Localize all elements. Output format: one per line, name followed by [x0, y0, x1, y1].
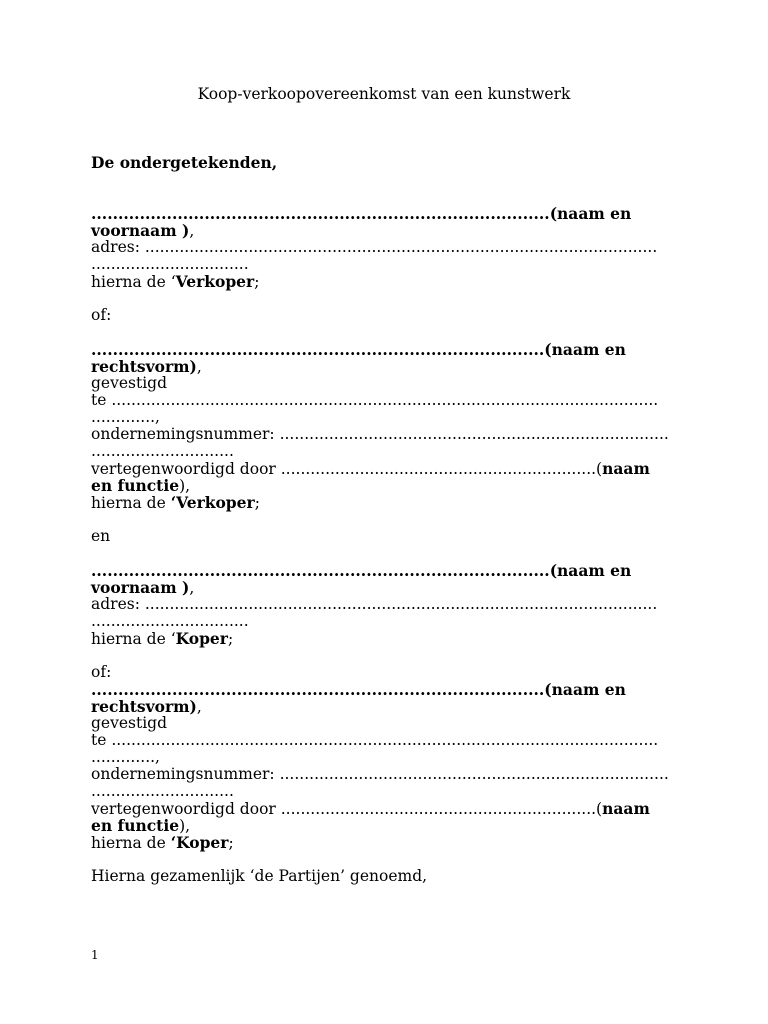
- koper-rp-hierna-line: [91, 834, 691, 851]
- koper-rp-hierna-prefix: hierna de: [91, 834, 171, 852]
- koper-rp-vertegenwoordigd-text: vertegenwoordigd door ................................................................(: [91, 800, 603, 818]
- verkoper-rp-ondernemingsnummer-line: ondernemingsnummer: ...............................................................................: [91, 425, 669, 443]
- verkoper-rp-hierna-prefix: hierna de: [91, 494, 171, 512]
- verkoper-rp-naam-label: (naam en: [544, 340, 626, 359]
- koper-voornaam-comma: ,: [189, 579, 195, 597]
- koper-naam-line: [91, 562, 691, 579]
- koper-hierna-prefix: hierna de ‘: [91, 630, 176, 648]
- verkoper-adres-line: adres: ........................................................................................................: [91, 238, 658, 256]
- koper-rp-role: ‘Koper: [170, 833, 229, 852]
- koper-role: Koper: [175, 629, 228, 648]
- verkoper-rp-vertegenwoordigd-line: [91, 460, 691, 477]
- koper-hierna-line: [91, 630, 691, 647]
- koper-voornaam-label: voornaam ): [91, 578, 190, 597]
- verkoper-voornaam-comma: ,: [189, 222, 195, 240]
- verkoper-hierna-prefix: hierna de ‘: [91, 273, 176, 291]
- verkoper-naam-label: (naam en: [549, 204, 632, 223]
- verkoper-rp-role: ‘Verkoper: [170, 493, 255, 512]
- verkoper-naam-dots: .....................................................................................: [91, 204, 550, 223]
- koper-adres-cont: ................................: [91, 612, 249, 630]
- koper-rp-rechtsvorm-comma: ,: [196, 698, 202, 716]
- koper-rp-functie-suffix: ),: [179, 817, 191, 835]
- separator-en: en: [91, 527, 111, 545]
- koper-rp-naam-line: [91, 681, 691, 698]
- koper-naam-label: (naam en: [549, 561, 632, 580]
- verkoper-rp-rechtsvorm-comma: ,: [196, 358, 202, 376]
- koper-naam-dots: .....................................................................................: [91, 561, 550, 580]
- koper-adres-line: adres: ........................................................................................................: [91, 595, 658, 613]
- verkoper-rp-functie-label: en functie: [91, 476, 180, 495]
- verkoper-hierna-suffix: ;: [254, 273, 260, 291]
- verkoper-rp-functie-suffix: ),: [179, 477, 191, 495]
- document-body: [91, 154, 691, 885]
- verkoper-rp-hierna-suffix: ;: [254, 494, 260, 512]
- koper-rp-naam-label: (naam en: [544, 680, 626, 699]
- koper-rp-functie-label: en functie: [91, 816, 180, 835]
- verkoper-rp-naam-label2: naam: [602, 459, 650, 478]
- verkoper-rp-rechtsvorm-line: [91, 358, 691, 375]
- verkoper-rp-functie-line: [91, 477, 691, 494]
- separator-of-2: of:: [91, 663, 112, 681]
- page-number: 1: [91, 948, 99, 962]
- koper-rp-naam-label2: naam: [602, 799, 650, 818]
- koper-rp-te-cont: .............,: [91, 748, 160, 766]
- verkoper-adres-cont: ................................: [91, 255, 249, 273]
- verkoper-naam-line: [91, 205, 691, 222]
- verkoper-rp-naam-dots: ....................................................................................: [91, 340, 545, 359]
- verkoper-role: Verkoper: [175, 272, 255, 291]
- koper-rp-gevestigd: gevestigd: [91, 714, 168, 732]
- verkoper-rp-te-cont: .............,: [91, 408, 160, 426]
- koper-rp-te-line: te ...............................................................................................................: [91, 731, 659, 749]
- verkoper-hierna-line: [91, 273, 691, 290]
- closing-statement: Hierna gezamenlijk ‘de Partijen’ genoemd,: [91, 867, 428, 885]
- verkoper-voornaam-line: [91, 222, 691, 239]
- document-title: Koop-verkoopovereenkomst van een kunstwerk: [197, 85, 571, 103]
- koper-voornaam-line: [91, 579, 691, 596]
- koper-rp-functie-line: [91, 817, 691, 834]
- verkoper-rp-hierna-line: [91, 494, 691, 511]
- koper-hierna-suffix: ;: [227, 630, 234, 648]
- verkoper-rp-naam-line: [91, 341, 691, 358]
- verkoper-rp-vertegenwoordigd-text: vertegenwoordigd door ................................................................(: [91, 460, 603, 478]
- verkoper-voornaam-label: voornaam ): [91, 221, 190, 240]
- separator-of-1: of:: [91, 306, 112, 324]
- heading-ondergetekenden: De ondergetekenden,: [91, 153, 278, 172]
- koper-rp-ondernemingsnummer-cont: .............................: [91, 782, 234, 800]
- koper-rp-ondernemingsnummer-line: ondernemingsnummer: ...............................................................................: [91, 765, 669, 783]
- verkoper-rp-te-line: te ...............................................................................................................: [91, 391, 659, 409]
- koper-rp-naam-dots: ....................................................................................: [91, 680, 545, 699]
- koper-rp-vertegenwoordigd-line: [91, 800, 691, 817]
- verkoper-rp-gevestigd: gevestigd: [91, 374, 168, 392]
- koper-rp-rechtsvorm-line: [91, 698, 691, 715]
- verkoper-rp-ondernemingsnummer-cont: .............................: [91, 442, 234, 460]
- koper-rp-hierna-suffix: ;: [228, 834, 234, 852]
- verkoper-rp-rechtsvorm-label: rechtsvorm): [91, 357, 197, 376]
- koper-rp-rechtsvorm-label: rechtsvorm): [91, 697, 197, 716]
